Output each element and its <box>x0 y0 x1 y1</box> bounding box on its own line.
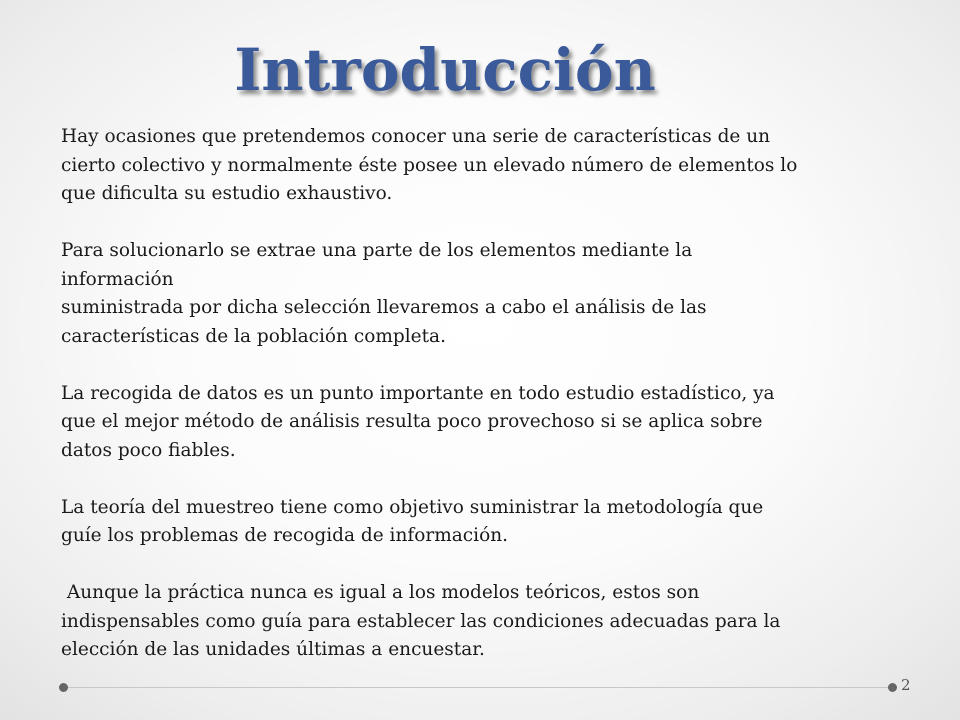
paragraph-line: guíe los problemas de recogida de información. <box>61 525 508 546</box>
paragraph-line: datos poco fiables. <box>61 439 236 461</box>
slide-body <box>61 123 901 665</box>
paragraph-line: Aunque la práctica nunca es igual a los modelos teóricos, estos son <box>61 582 700 603</box>
paragraph-line: Hay ocasiones que pretendemos conocer una serie de características de un <box>61 126 771 147</box>
paragraph-1 <box>61 123 901 209</box>
paragraph-line: La teoría del muestreo tiene como objetivo suministrar la metodología que <box>61 496 764 518</box>
paragraph-line: información <box>61 268 174 290</box>
paragraph-line: La recogida de datos es un punto importante en todo estudio estadístico, ya <box>61 382 775 404</box>
footer-divider <box>64 687 894 688</box>
paragraph-3 <box>61 380 901 466</box>
paragraph-line: que el mejor método de análisis resulta poco provechoso si se aplica sobre <box>61 411 763 432</box>
paragraph-5 <box>61 579 901 665</box>
footer-dot-left-icon <box>59 683 68 692</box>
paragraph-line: que dificulta su estudio exhaustivo. <box>61 183 393 204</box>
paragraph-line: suministrada por dicha selección llevaremos a cabo el análisis de las <box>61 297 707 318</box>
paragraph-line: cierto colectivo y normalmente éste posee un elevado número de elementos lo <box>61 154 798 176</box>
paragraph-line: Para solucionarlo se extrae una parte de los elementos mediante la <box>61 240 693 261</box>
paragraph-4 <box>61 494 901 551</box>
page-number: 2 <box>901 676 911 694</box>
paragraph-line: características de la población completa. <box>61 325 446 347</box>
slide-title: Introducción <box>234 36 656 104</box>
footer-dot-right-icon <box>888 683 897 692</box>
paragraph-line: indispensables como guía para establecer las condiciones adecuadas para la <box>61 610 781 632</box>
paragraph-line: elección de las unidades últimas a encuestar. <box>61 639 485 660</box>
paragraph-2 <box>61 237 901 351</box>
